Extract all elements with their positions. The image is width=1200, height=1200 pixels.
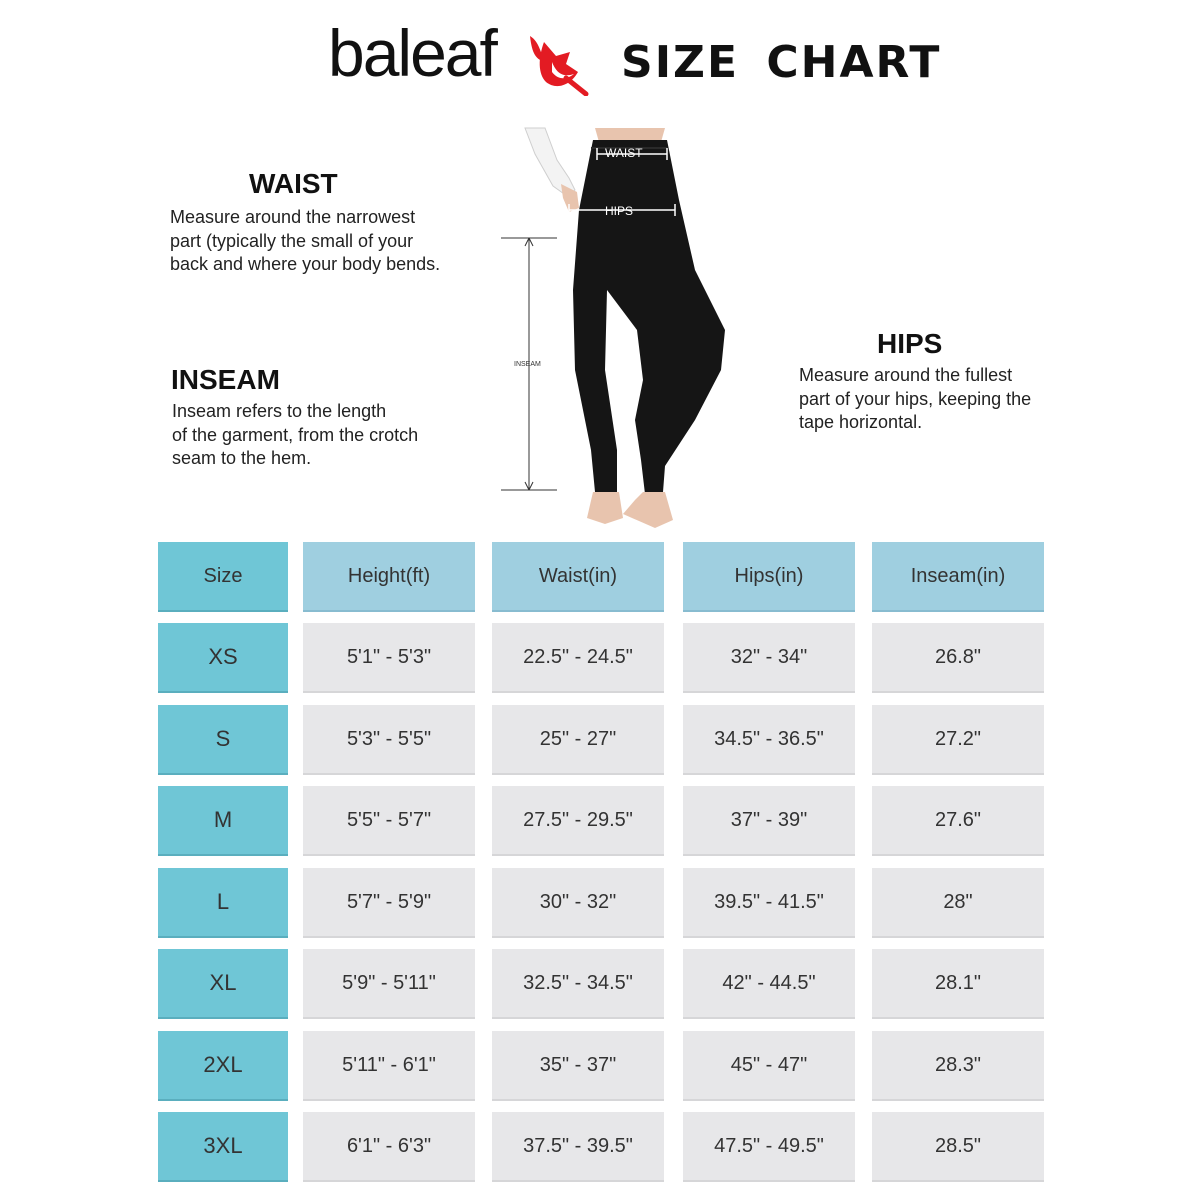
inseam-cell: 27.6" bbox=[872, 786, 1044, 856]
inseam-cell: 26.8" bbox=[872, 623, 1044, 693]
inseam-description-line: Inseam refers to the length bbox=[172, 401, 387, 421]
waist-description-line: Measure around the narrowest bbox=[170, 207, 416, 227]
inseam-cell: 28.5" bbox=[872, 1112, 1044, 1182]
inseam-description-line: of the garment, from the crotch bbox=[172, 424, 419, 445]
hips-cell: 42" - 44.5" bbox=[683, 949, 855, 1019]
figure-hips-label: HIPS bbox=[605, 204, 634, 218]
size-label-cell: 3XL bbox=[158, 1112, 288, 1182]
inseam-cell: 28" bbox=[872, 868, 1044, 938]
figure-inseam-label: INSEAM bbox=[514, 361, 541, 368]
inseam-cell: 28.3" bbox=[872, 1031, 1044, 1101]
waist-description-line: back and where your body bends. bbox=[170, 254, 441, 274]
hips-cell: 47.5" - 49.5" bbox=[683, 1112, 855, 1182]
page-title: SIZE CHART bbox=[621, 37, 942, 88]
hips-cell: 34.5" - 36.5" bbox=[683, 705, 855, 775]
header-inseam: Inseam(in) bbox=[872, 542, 1044, 612]
hips-description-line: Measure around the fullest bbox=[799, 365, 1013, 385]
hips-cell: 32" - 34" bbox=[683, 623, 855, 693]
height-cell: 5'11" - 6'1" bbox=[303, 1031, 475, 1101]
height-cell: 5'5" - 5'7" bbox=[303, 786, 475, 856]
inseam-cell: 28.1" bbox=[872, 949, 1044, 1019]
size-label-cell: M bbox=[158, 786, 288, 856]
waist-cell: 35" - 37" bbox=[492, 1031, 664, 1101]
height-cell: 5'3" - 5'5" bbox=[303, 705, 475, 775]
inseam-cell: 27.2" bbox=[872, 705, 1044, 775]
height-cell: 5'9" - 5'11" bbox=[303, 949, 475, 1019]
size-label-cell: L bbox=[158, 868, 288, 938]
height-cell: 5'7" - 5'9" bbox=[303, 868, 475, 938]
height-cell: 5'1" - 5'3" bbox=[303, 623, 475, 693]
waist-description bbox=[170, 206, 440, 277]
hips-cell: 37" - 39" bbox=[683, 786, 855, 856]
waist-description-line: part (typically the small of your bbox=[170, 230, 414, 251]
hips-cell: 39.5" - 41.5" bbox=[683, 868, 855, 938]
header-waist: Waist(in) bbox=[492, 542, 664, 612]
inseam-heading: INSEAM bbox=[171, 364, 280, 395]
height-cell: 6'1" - 6'3" bbox=[303, 1112, 475, 1182]
header-height: Height(ft) bbox=[303, 542, 475, 612]
hips-heading: HIPS bbox=[877, 328, 943, 359]
size-label-cell: S bbox=[158, 705, 288, 775]
leaf-logo-icon bbox=[526, 32, 594, 96]
waist-cell: 25" - 27" bbox=[492, 705, 664, 775]
waist-cell: 30" - 32" bbox=[492, 868, 664, 938]
hips-description-line: tape horizontal. bbox=[799, 412, 923, 432]
waist-cell: 32.5" - 34.5" bbox=[492, 949, 664, 1019]
inseam-description bbox=[172, 400, 418, 471]
inseam-description-line: seam to the hem. bbox=[172, 448, 312, 468]
brand-wordmark: baleaf bbox=[328, 16, 496, 90]
leggings-model-figure bbox=[495, 120, 745, 540]
hips-description bbox=[799, 364, 1031, 435]
waist-heading: WAIST bbox=[249, 168, 338, 199]
waist-cell: 22.5" - 24.5" bbox=[492, 623, 664, 693]
size-label-cell: XS bbox=[158, 623, 288, 693]
header-size: Size bbox=[158, 542, 288, 612]
waist-cell: 37.5" - 39.5" bbox=[492, 1112, 664, 1182]
size-label-cell: XL bbox=[158, 949, 288, 1019]
header-hips: Hips(in) bbox=[683, 542, 855, 612]
size-label-cell: 2XL bbox=[158, 1031, 288, 1101]
hips-description-line: part of your hips, keeping the bbox=[799, 388, 1032, 409]
figure-waist-label: WAIST bbox=[605, 146, 643, 160]
waist-cell: 27.5" - 29.5" bbox=[492, 786, 664, 856]
hips-cell: 45" - 47" bbox=[683, 1031, 855, 1101]
